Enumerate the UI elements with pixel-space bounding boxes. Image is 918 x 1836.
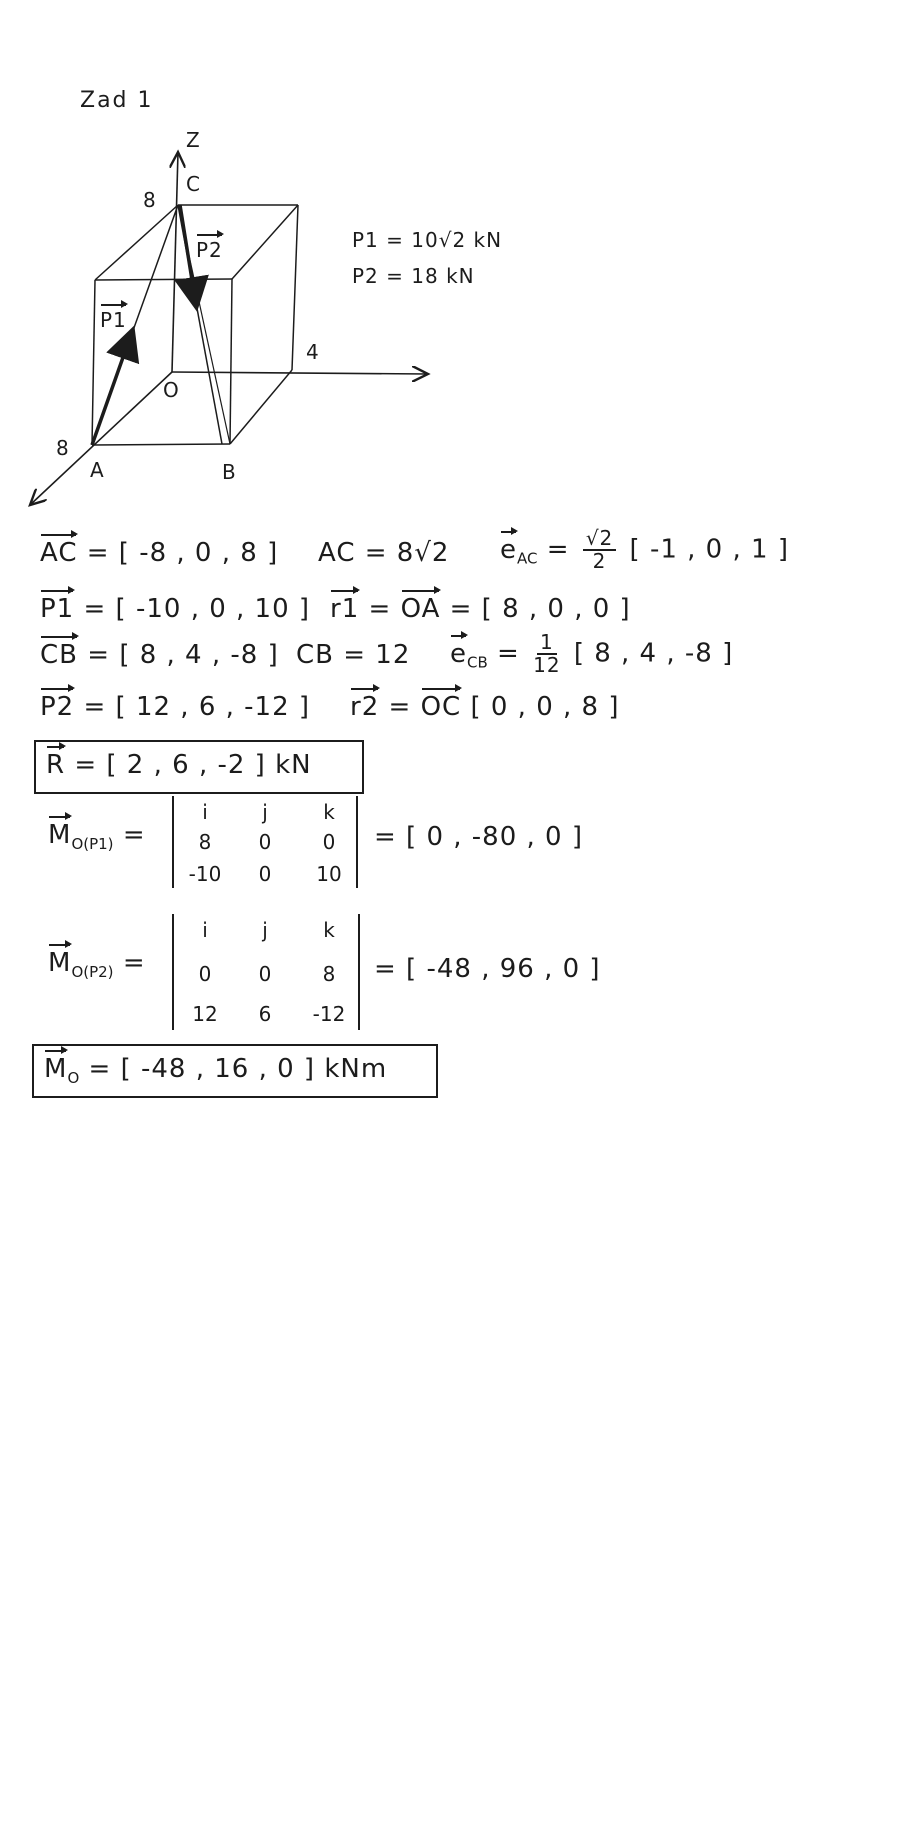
det2-r2c1: 0	[198, 962, 212, 986]
z-axis	[172, 152, 178, 372]
point-a-label: A	[90, 458, 105, 482]
det2-r3c2: 6	[258, 1002, 272, 1026]
vector-ac-rhs: = [ -8 , 0 , 8 ]	[86, 538, 279, 568]
det1-right-bar	[356, 796, 358, 888]
vector-p1: P1 = [ -10 , 0 , 10 ]	[40, 594, 311, 624]
moment-p2-lhs: $M_{O(P2)}$ =	[48, 948, 146, 981]
unit-vector-ac: $e_{AC}$ = $\frac{√2}{2}$ [ -1 , 0 , 1 ]	[500, 526, 789, 573]
det2-k: k	[323, 918, 335, 942]
axis-z-label: Z	[186, 128, 201, 152]
det2-j: j	[262, 918, 268, 942]
length-ac: AC = 8√2	[318, 538, 450, 568]
det1-r2c3: 0	[322, 830, 336, 854]
vector-p2: P2 = [ 12 , 6 , -12 ]	[40, 692, 311, 722]
cube-force-diagram	[0, 0, 918, 520]
point-o-label: O	[163, 378, 180, 402]
det1-j: j	[262, 800, 268, 824]
problem-title: Zad 1	[80, 88, 154, 113]
position-r1: r1 = OA = [ 8 , 0 , 0 ]	[330, 594, 631, 624]
moment-p1-lhs: $M_{O(P1)}$ =	[48, 820, 146, 853]
tick-8-top: 8	[143, 188, 157, 212]
det2-r2c2: 0	[258, 962, 272, 986]
p2-arrow	[180, 205, 196, 305]
given-p1: P1 = 10√2 kN	[352, 228, 503, 252]
tick-4: 4	[306, 340, 320, 364]
y-axis	[172, 372, 428, 374]
det1-r2c1: 8	[198, 830, 212, 854]
x-axis	[30, 372, 172, 505]
det2-right-bar	[358, 914, 360, 1030]
final-moment: $M_O$ = [ -48 , 16 , 0 ] kNm	[44, 1054, 388, 1087]
det1-r3c2: 0	[258, 862, 272, 886]
point-b-label: B	[222, 460, 237, 484]
det1-i: i	[202, 800, 208, 824]
det2-r3c1: 12	[192, 1002, 218, 1026]
unit-vector-cb: $e_{CB}$ = $\frac{1}{12}$ [ 8 , 4 , -8 ]	[450, 630, 734, 677]
det1-r3c3: 10	[316, 862, 342, 886]
moment-p2-result: = [ -48 , 96 , 0 ]	[374, 954, 601, 984]
det1-k: k	[323, 800, 335, 824]
det2-left-bar	[172, 914, 174, 1030]
resultant: R = [ 2 , 6 , -2 ] kN	[46, 750, 312, 780]
vector-ac	[40, 538, 278, 568]
vector-cb: CB = [ 8 , 4 , -8 ]	[40, 640, 279, 670]
det2-i: i	[202, 918, 208, 942]
p1-label: P1	[100, 308, 127, 332]
length-cb: CB = 12	[296, 640, 411, 670]
position-r2: r2 = OC [ 0 , 0 , 8 ]	[350, 692, 620, 722]
p2-label: P2	[196, 238, 223, 262]
point-c-label: C	[186, 172, 201, 196]
given-p2: P2 = 18 kN	[352, 264, 475, 288]
det2-r3c3: -12	[312, 1002, 346, 1026]
tick-8-left: 8	[56, 436, 70, 460]
det1-r2c2: 0	[258, 830, 272, 854]
moment-p1-result: = [ 0 , -80 , 0 ]	[374, 822, 584, 852]
det2-r2c3: 8	[322, 962, 336, 986]
det1-r3c1: -10	[188, 862, 222, 886]
vector-ac-lhs: AC	[40, 538, 78, 568]
det1-left-bar	[172, 796, 174, 888]
